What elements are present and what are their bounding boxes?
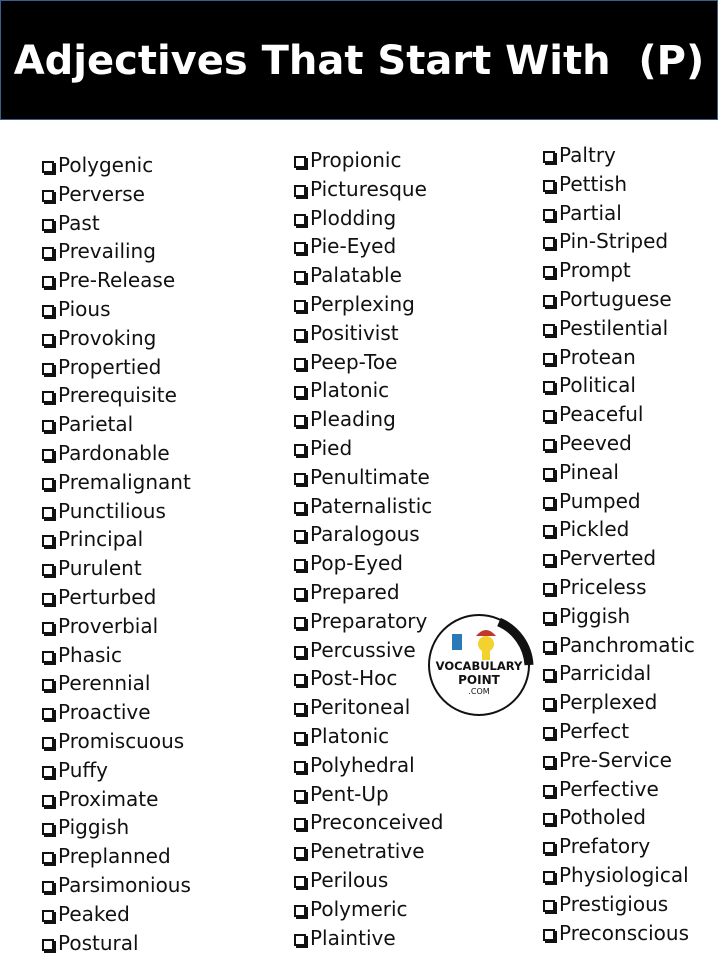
checkbox-icon: [42, 708, 54, 720]
checkbox-icon: [42, 219, 54, 231]
list-item: [543, 285, 695, 314]
word-label: Perennial: [58, 671, 151, 696]
word-label: Perverted: [559, 546, 657, 571]
word-label: Peritoneal: [310, 695, 411, 720]
list-item: [42, 612, 191, 641]
checkbox-icon: [42, 939, 54, 951]
word-label: Perfect: [559, 718, 630, 743]
checkbox-icon: [543, 151, 555, 163]
word-label: Propionic: [310, 148, 402, 172]
checkbox-icon: [543, 669, 555, 681]
checkbox-icon: [294, 732, 306, 744]
list-item: [294, 924, 443, 953]
word-label: Pestilential: [559, 315, 669, 340]
list-item: [543, 400, 695, 429]
list-item: [543, 631, 695, 660]
list-item: [294, 492, 443, 521]
checkbox-icon: [543, 381, 555, 393]
word-label: Potholed: [559, 805, 646, 830]
list-item: [294, 520, 443, 549]
word-label: Post-Hoc: [310, 666, 398, 691]
list-item: [543, 429, 695, 458]
word-label: Plodding: [310, 205, 397, 230]
list-item: [543, 487, 695, 516]
checkbox-icon: [42, 593, 54, 605]
checkbox-icon: [42, 910, 54, 922]
checkbox-icon: [42, 247, 54, 259]
word-label: Political: [559, 373, 636, 398]
word-label: Piggish: [559, 603, 631, 628]
list-item: [294, 405, 443, 434]
checkbox-icon: [543, 813, 555, 825]
checkbox-icon: [294, 847, 306, 859]
list-item: [294, 780, 443, 809]
checkbox-icon: [42, 881, 54, 893]
list-item: [294, 578, 443, 607]
list-item: [294, 549, 443, 578]
checkbox-icon: [543, 641, 555, 653]
word-label: Prepared: [310, 579, 400, 604]
checkbox-icon: [42, 420, 54, 432]
list-item: [543, 688, 695, 717]
checkbox-icon: [42, 679, 54, 691]
checkbox-icon: [543, 756, 555, 768]
word-label: Partial: [559, 200, 622, 225]
list-item: [42, 929, 191, 958]
word-label: Phasic: [58, 642, 122, 667]
word-label: Purulent: [58, 556, 142, 581]
list-item: [543, 832, 695, 861]
list-item: [543, 371, 695, 400]
checkbox-icon: [543, 525, 555, 537]
word-label: Parsimonious: [58, 872, 191, 897]
word-label: Peaked: [58, 901, 130, 926]
word-label: Perilous: [310, 867, 389, 892]
checkbox-icon: [294, 386, 306, 398]
checkbox-icon: [294, 588, 306, 600]
list-item: [42, 151, 191, 180]
list-item: [42, 842, 191, 871]
list-item: [543, 717, 695, 746]
checkbox-icon: [42, 161, 54, 173]
list-item: [543, 890, 695, 919]
word-label: Prompt: [559, 258, 631, 283]
word-label: Prefatory: [559, 834, 651, 859]
checkbox-icon: [294, 185, 306, 197]
checkbox-icon: [294, 271, 306, 283]
word-label: Pre-Service: [559, 747, 672, 772]
word-label: Perverse: [58, 181, 145, 206]
word-label: Proximate: [58, 786, 159, 811]
checkbox-icon: [294, 502, 306, 514]
word-label: Promiscuous: [58, 728, 185, 753]
list-item: [42, 324, 191, 353]
list-item: [543, 343, 695, 372]
word-label: Punctilious: [58, 498, 166, 523]
list-item: [294, 175, 443, 204]
word-label: Peep-Toe: [310, 349, 398, 374]
word-label: Principal: [58, 527, 144, 552]
checkbox-icon: [42, 766, 54, 778]
checkbox-icon: [42, 305, 54, 317]
word-label: Platonic: [310, 723, 390, 748]
checkbox-icon: [294, 214, 306, 226]
list-item: [42, 669, 191, 698]
checkbox-icon: [42, 823, 54, 835]
word-label: Puffy: [58, 757, 108, 782]
list-item: [543, 775, 695, 804]
checkbox-icon: [543, 583, 555, 595]
word-label: Pie-Eyed: [310, 234, 397, 259]
list-item: [42, 209, 191, 238]
checkbox-icon: [42, 363, 54, 375]
word-label: Pious: [58, 296, 111, 321]
word-label: Prerequisite: [58, 383, 177, 408]
word-label: Perplexed: [559, 690, 658, 715]
word-label: Proverbial: [58, 613, 159, 638]
checkbox-icon: [294, 156, 306, 168]
word-label: Protean: [559, 344, 636, 369]
word-label: Postural: [58, 930, 139, 955]
checkbox-icon: [294, 674, 306, 686]
list-item: [543, 515, 695, 544]
word-label: Pumped: [559, 488, 641, 513]
list-item: [42, 583, 191, 612]
word-label: Propertied: [58, 354, 162, 379]
list-item: [294, 837, 443, 866]
list-item: [294, 348, 443, 377]
word-label: Perfective: [559, 776, 659, 801]
word-label: Pleading: [310, 407, 396, 432]
word-label: Priceless: [559, 574, 647, 599]
word-label: Pop-Eyed: [310, 551, 403, 576]
list-item: [294, 751, 443, 780]
list-item: [42, 180, 191, 209]
list-item: [543, 746, 695, 775]
list-item: [294, 636, 443, 665]
header-banner: [0, 0, 718, 120]
word-label: Pickled: [559, 517, 630, 542]
checkbox-icon: [294, 646, 306, 658]
checkbox-icon: [42, 795, 54, 807]
list-item: [42, 813, 191, 842]
word-label: Palatable: [310, 263, 402, 288]
list-item: [42, 554, 191, 583]
list-item: [42, 439, 191, 468]
word-column-2: [294, 146, 443, 952]
checkbox-icon: [543, 727, 555, 739]
logo-text-3: .COM: [468, 687, 490, 696]
word-label: Polymeric: [310, 896, 408, 921]
word-label: Paltry: [559, 143, 616, 167]
list-item: [294, 434, 443, 463]
word-label: Past: [58, 210, 100, 235]
checkbox-icon: [294, 473, 306, 485]
word-label: Preparatory: [310, 608, 428, 633]
checkbox-icon: [294, 790, 306, 802]
word-label: Polyhedral: [310, 752, 415, 777]
list-item: [543, 602, 695, 631]
checkbox-icon: [543, 324, 555, 336]
list-item: [42, 295, 191, 324]
checkbox-icon: [294, 703, 306, 715]
checkbox-icon: [42, 478, 54, 490]
word-label: Premalignant: [58, 469, 191, 494]
page-title: Adjectives That Start With (P): [13, 38, 705, 84]
word-label: Pardonable: [58, 440, 170, 465]
list-item: [543, 803, 695, 832]
word-label: Prestigious: [559, 891, 669, 916]
checkbox-icon: [543, 698, 555, 710]
word-label: Platonic: [310, 378, 390, 403]
checkbox-icon: [543, 353, 555, 365]
word-label: Percussive: [310, 637, 416, 662]
list-item: [543, 544, 695, 573]
list-item: [42, 756, 191, 785]
list-item: [42, 266, 191, 295]
vocabulary-point-logo: [424, 610, 534, 716]
word-label: Prevailing: [58, 239, 156, 264]
list-item: [42, 410, 191, 439]
word-label: Pent-Up: [310, 781, 389, 806]
word-label: Paralogous: [310, 522, 420, 547]
list-item: [294, 463, 443, 492]
word-label: Penetrative: [310, 839, 425, 864]
checkbox-icon: [42, 190, 54, 202]
checkbox-icon: [294, 358, 306, 370]
word-label: Pineal: [559, 459, 619, 484]
word-label: Parietal: [58, 412, 134, 437]
list-item: [294, 722, 443, 751]
checkbox-icon: [294, 300, 306, 312]
list-item: [42, 900, 191, 929]
list-item: [294, 146, 443, 175]
checkbox-icon: [543, 468, 555, 480]
logo-text-1: VOCABULARY: [435, 659, 523, 673]
checkbox-icon: [42, 535, 54, 547]
checkbox-icon: [543, 554, 555, 566]
checkbox-icon: [294, 242, 306, 254]
list-item: [543, 659, 695, 688]
word-label: Peeved: [559, 430, 632, 455]
checkbox-icon: [294, 761, 306, 773]
word-column-1: [42, 151, 191, 957]
word-label: Paternalistic: [310, 493, 433, 518]
checkbox-icon: [42, 391, 54, 403]
checkbox-icon: [543, 785, 555, 797]
list-item: [42, 641, 191, 670]
checkbox-icon: [543, 900, 555, 912]
word-label: Panchromatic: [559, 632, 695, 657]
word-label: Peaceful: [559, 402, 644, 427]
word-label: Penultimate: [310, 464, 430, 489]
checkbox-icon: [42, 852, 54, 864]
list-item: [42, 525, 191, 554]
word-label: Parricidal: [559, 661, 652, 686]
word-label: Proactive: [58, 700, 151, 725]
checkbox-icon: [294, 905, 306, 917]
checkbox-icon: [42, 276, 54, 288]
word-label: Picturesque: [310, 176, 427, 201]
list-item: [294, 693, 443, 722]
list-item: [294, 866, 443, 895]
checkbox-icon: [543, 929, 555, 941]
checkbox-icon: [543, 266, 555, 278]
checkbox-icon: [42, 334, 54, 346]
checkbox-icon: [42, 449, 54, 461]
list-item: [543, 141, 695, 170]
checkbox-icon: [543, 439, 555, 451]
list-item: [543, 227, 695, 256]
list-item: [543, 256, 695, 285]
list-item: [294, 808, 443, 837]
list-item: [294, 376, 443, 405]
checkbox-icon: [294, 415, 306, 427]
list-item: [294, 261, 443, 290]
word-label: Portuguese: [559, 286, 672, 311]
list-item: [42, 381, 191, 410]
list-item: [543, 919, 695, 948]
list-item: [294, 664, 443, 693]
checkbox-icon: [42, 564, 54, 576]
checkbox-icon: [543, 871, 555, 883]
list-item: [294, 290, 443, 319]
checkbox-icon: [294, 818, 306, 830]
list-item: [42, 237, 191, 266]
checkbox-icon: [543, 209, 555, 221]
word-label: Preconscious: [559, 920, 690, 945]
list-item: [294, 607, 443, 636]
list-item: [543, 199, 695, 228]
checkbox-icon: [543, 180, 555, 192]
word-label: Physiological: [559, 862, 689, 887]
list-item: [294, 204, 443, 233]
checkbox-icon: [294, 530, 306, 542]
list-item: [543, 458, 695, 487]
word-label: Perturbed: [58, 584, 157, 609]
checkbox-icon: [42, 507, 54, 519]
list-item: [42, 698, 191, 727]
checkbox-icon: [42, 651, 54, 663]
word-label: Preplanned: [58, 844, 171, 869]
word-label: Plaintive: [310, 925, 396, 950]
checkbox-icon: [42, 622, 54, 634]
list-item: [543, 573, 695, 602]
checkbox-icon: [294, 876, 306, 888]
word-label: Polygenic: [58, 153, 154, 177]
word-label: Provoking: [58, 325, 157, 350]
checkbox-icon: [294, 617, 306, 629]
list-item: [42, 871, 191, 900]
word-label: Piggish: [58, 815, 130, 840]
checkbox-icon: [543, 237, 555, 249]
list-item: [42, 785, 191, 814]
list-item: [543, 170, 695, 199]
list-item: [294, 895, 443, 924]
list-item: [42, 468, 191, 497]
list-item: [543, 314, 695, 343]
logo-text-2: POINT: [458, 673, 500, 687]
word-label: Pettish: [559, 171, 627, 196]
list-item: [42, 353, 191, 382]
word-column-3: [543, 141, 695, 947]
word-label: Preconceived: [310, 810, 444, 835]
checkbox-icon: [294, 934, 306, 946]
checkbox-icon: [543, 410, 555, 422]
word-label: Positivist: [310, 320, 399, 345]
checkbox-icon: [543, 497, 555, 509]
list-item: [42, 727, 191, 756]
checkbox-icon: [294, 444, 306, 456]
checkbox-icon: [294, 559, 306, 571]
word-label: Pre-Release: [58, 268, 176, 293]
list-item: [294, 232, 443, 261]
list-item: [543, 861, 695, 890]
list-item: [42, 497, 191, 526]
word-label: Pied: [310, 435, 353, 460]
checkbox-icon: [543, 612, 555, 624]
list-item: [294, 319, 443, 348]
checkbox-icon: [543, 842, 555, 854]
checkbox-icon: [42, 737, 54, 749]
checkbox-icon: [543, 295, 555, 307]
checkbox-icon: [294, 329, 306, 341]
word-label: Pin-Striped: [559, 229, 669, 254]
word-label: Perplexing: [310, 291, 415, 316]
